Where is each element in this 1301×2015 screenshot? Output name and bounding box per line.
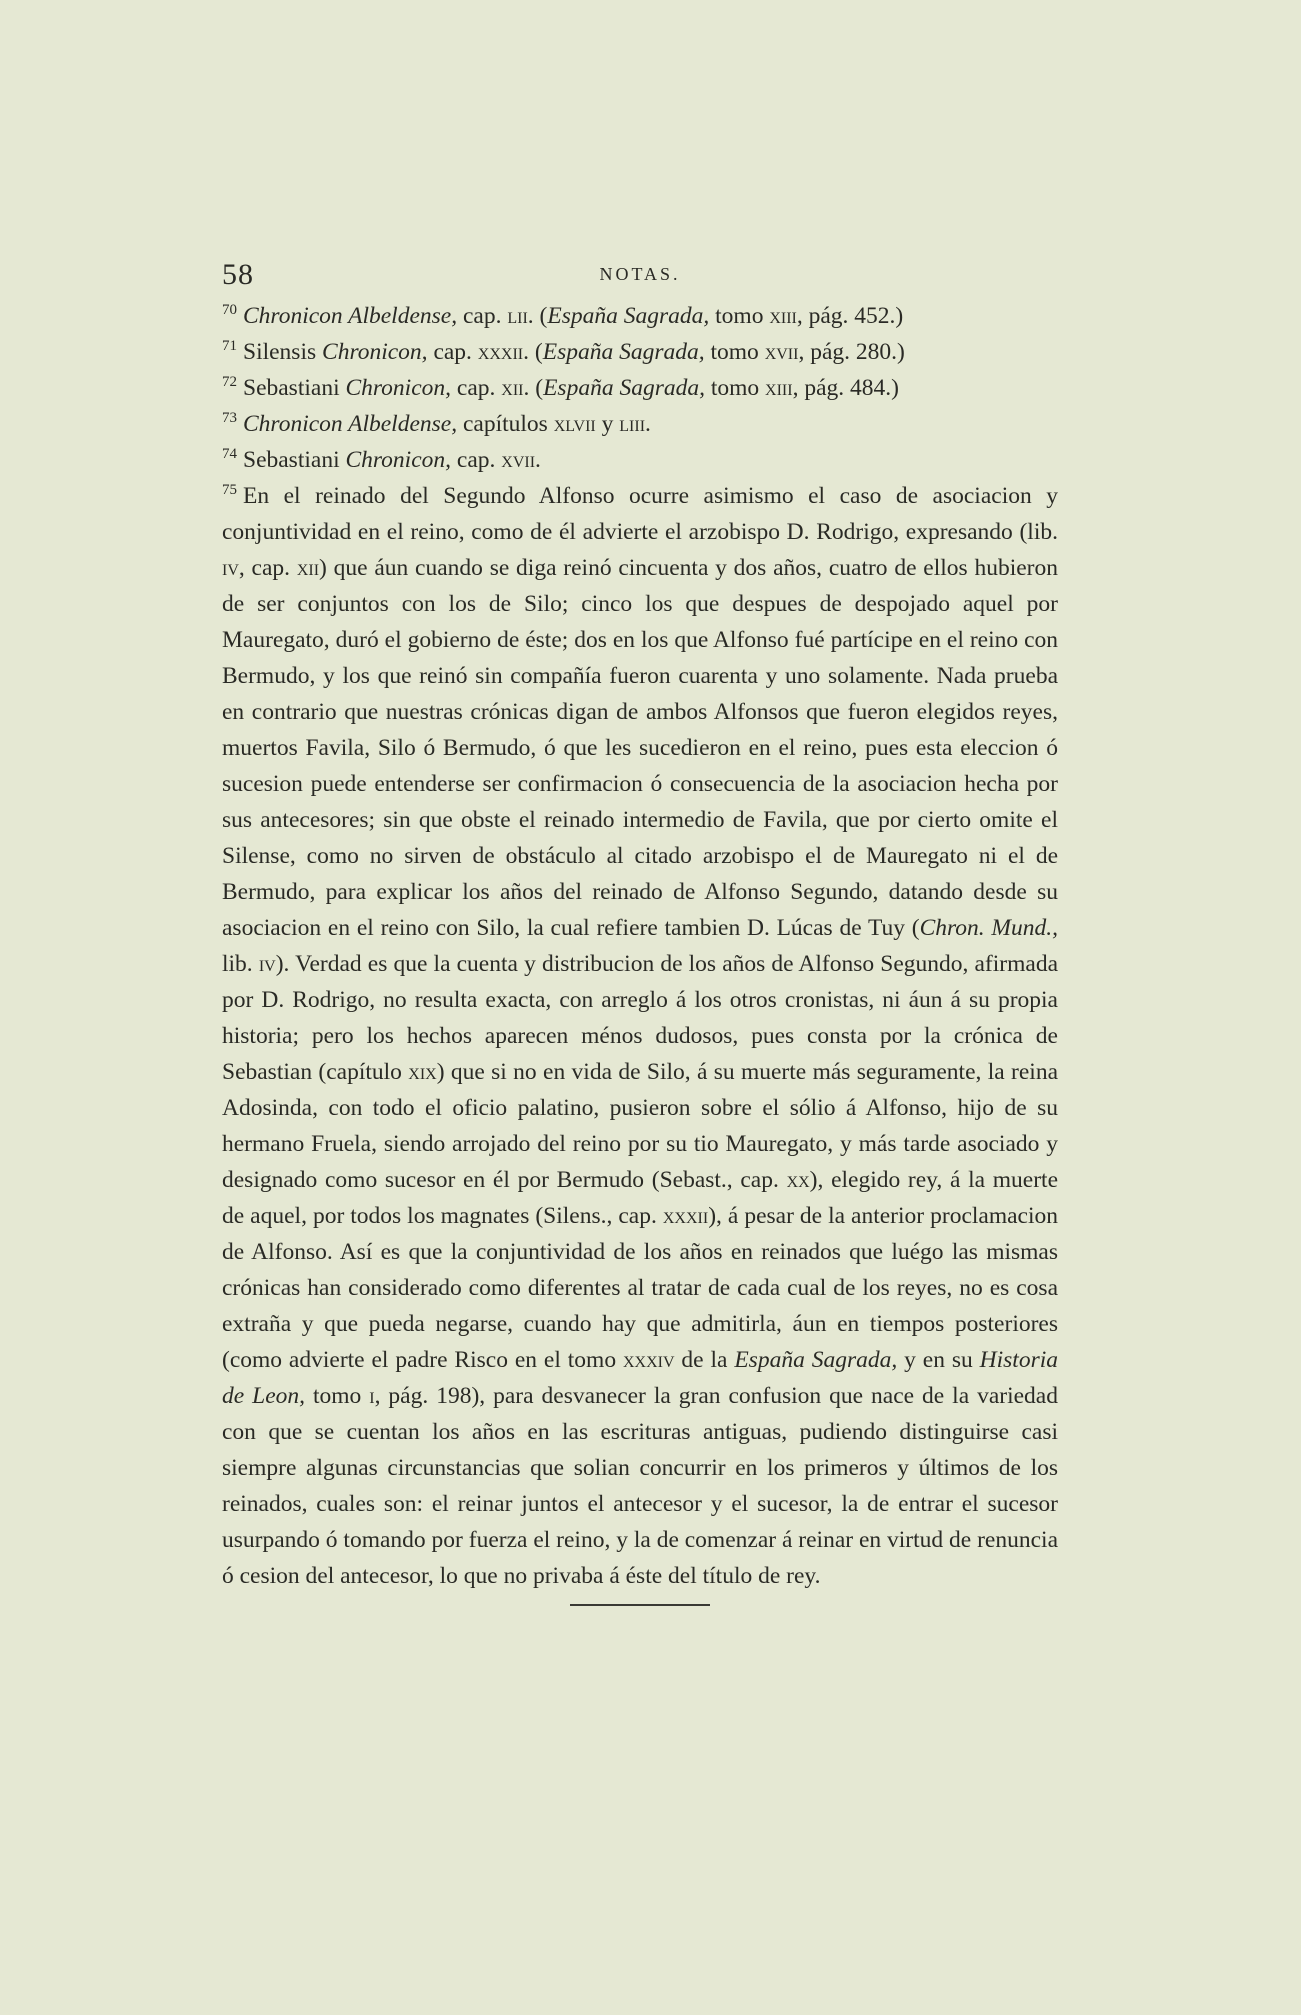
note-text: tomo: [709, 303, 770, 329]
volume-numeral: xvii: [764, 339, 799, 365]
chapter-numeral: xvii.: [501, 447, 541, 473]
running-head: [222, 258, 1058, 298]
chapter-numeral: xii: [296, 555, 320, 581]
note-73: [222, 406, 1058, 442]
note-text: , cap.: [238, 555, 297, 581]
note-number: 75: [222, 482, 237, 499]
note-text: cap.: [451, 375, 502, 401]
page-reference: , pág. 280.): [798, 339, 905, 365]
series-title: España Sagrada,: [734, 1347, 898, 1373]
page-reference: , pág. 452.): [796, 303, 904, 329]
note-text: ), á pesar de la anterior proclamacion de Alfonso. Así es que la conjuntividad de los años en reinados que luégo las mismas crónicas han considerado como diferentes al tratar de cada cual de los reyes, no es cosa extraña y que pueda negarse, cuando hay que admitirla, áun en tiempos posteriores (como advierte el padre Risco en el tomo: [222, 1203, 1058, 1373]
note-74: [222, 442, 1058, 478]
note-text: (: [533, 303, 548, 329]
note-number: 72: [222, 374, 237, 391]
page-reference: , pág. 484.): [792, 375, 899, 401]
volume-numeral: i: [369, 1383, 375, 1409]
volume-numeral: xiii: [769, 303, 797, 329]
note-number: 71: [222, 338, 237, 355]
book-numeral: iv: [222, 555, 239, 581]
note-text: cap.: [457, 303, 508, 329]
page-number: 58: [222, 258, 254, 291]
work-title: Chron. Mund.,: [919, 915, 1058, 941]
chapter-numeral: lii.: [507, 303, 534, 329]
work-title: Historia de Leon,: [222, 1347, 1058, 1409]
note-number: 73: [222, 410, 237, 427]
end-rule: [570, 1604, 710, 1606]
work-title: Chronicon,: [345, 447, 452, 473]
chapter-numeral: xxxii.: [477, 339, 530, 365]
note-70: [222, 298, 1058, 334]
series-title: España Sagrada,: [542, 339, 705, 365]
book-numeral: iv: [258, 951, 276, 977]
chapter-numeral: xxxii: [662, 1203, 709, 1229]
series-title: España Sagrada,: [547, 303, 710, 329]
note-text: En el reinado del Segundo Alfonso ocurre asimismo el caso de asociacion y conjuntividad en el reino, como de él advierte el arzobispo D. Rodrigo, expresando (lib.: [222, 483, 1058, 545]
chapter-numeral: xlvii: [553, 411, 596, 437]
note-text: cap.: [451, 447, 502, 473]
note-text: tomo: [305, 1383, 370, 1409]
note-text: tomo: [704, 339, 765, 365]
note-text: cap.: [427, 339, 478, 365]
note-text: tomo: [704, 375, 766, 401]
author-name: Sebastiani: [243, 447, 346, 473]
chapter-numeral: xx: [786, 1167, 810, 1193]
page-body: [222, 258, 1058, 1606]
note-text: ) que si no en vida de Silo, á su muerte más seguramente, la reina Adosinda, con todo el oficio palatino, pusieron sobre el sólio á Alfonso, hijo de su hermano Fruela, siendo arrojado del reino por su tio Mauregato, y más tarde asociado y designado como sucesor en él por Bermudo (Sebast., cap.: [222, 1059, 1058, 1193]
note-text: de la: [674, 1347, 735, 1373]
note-text: ), elegido rey, á la muerte de aquel, por todos los magnates (Silens., cap.: [222, 1167, 1058, 1229]
chapter-numeral: xii.: [501, 375, 530, 401]
note-text: (: [529, 375, 544, 401]
note-text: y: [595, 411, 620, 437]
note-text: ) que áun cuando se diga reinó cincuenta y dos años, cuatro de ellos hubieron de ser conjuntos con los de Silo; cinco los que despues de despojado aquel por Mauregato, duró el gobierno de éste; dos en los que Alfonso fué partícipe en el reino con Bermudo, y los que reinó sin compañía fueron cuarenta y uno solamente. Nada prueba en contrario que nuestras crónicas digan de ambos Alfonsos que fueron elegidos reyes, muertos Favila, Silo ó Bermudo, ó que les sucedieron en el reino, pues esta eleccion ó sucesion puede entenderse ser confirmacion ó consecuencia de la asociacion hecha por sus antecesores; sin que obste el reinado intermedio de Favila, que por cierto omite el Silense, como no sirven de obstáculo al citado arzobispo el de Mauregato ni el de Bermudo, para explicar los años del reinado de Alfonso Segundo, datando desde su asociacion en el reino con Silo, la cual refiere tambien D. Lúcas de Tuy (: [222, 555, 1058, 941]
note-75: [222, 478, 1058, 1594]
note-72: [222, 370, 1058, 406]
work-title: Chronicon,: [345, 375, 452, 401]
note-text: , pág. 198), para desvanecer la gran confusion que nace de la variedad con que se cuentan los años en las escrituras antiguas, pudiendo distinguirse casi siempre algunas circunstancias que solian concurrir en los primeros y últimos de los reinados, cuales son: el reinar juntos el antecesor y el sucesor, la de entrar el sucesor usurpando ó tomando por fuerza el reino, y la de comenzar á reinar en virtud de renuncia ó cesion del antecesor, lo que no privaba á éste del título de rey.: [222, 1383, 1058, 1589]
volume-numeral: xiii: [765, 375, 793, 401]
note-text: y en su: [897, 1347, 980, 1373]
note-number: 70: [222, 302, 237, 319]
volume-numeral: xxxiv: [622, 1347, 675, 1373]
work-title: Chronicon Albeldense,: [243, 411, 458, 437]
note-71: [222, 334, 1058, 370]
note-text: capítulos: [457, 411, 554, 437]
series-title: España Sagrada,: [543, 375, 705, 401]
note-text: lib.: [222, 951, 259, 977]
chapter-numeral: xix: [408, 1059, 437, 1085]
chapter-numeral: liii.: [619, 411, 651, 437]
note-text: ). Verdad es que la cuenta y distribucion de los años de Alfonso Segundo, afirmada por D. Rodrigo, no resulta exacta, con arreglo á los otros cronistas, ni áun á su propia historia; pero los hechos aparecen ménos dudosos, pues consta por la crónica de Sebastian (capítulo: [222, 951, 1058, 1085]
note-number: 74: [222, 446, 237, 463]
work-title: Chronicon,: [322, 339, 428, 365]
author-name: Sebastiani: [243, 375, 346, 401]
section-title: NOTAS.: [599, 264, 681, 284]
note-text: (: [529, 339, 543, 365]
author-name: Silensis: [243, 339, 323, 365]
work-title: Chronicon Albeldense,: [243, 303, 458, 329]
